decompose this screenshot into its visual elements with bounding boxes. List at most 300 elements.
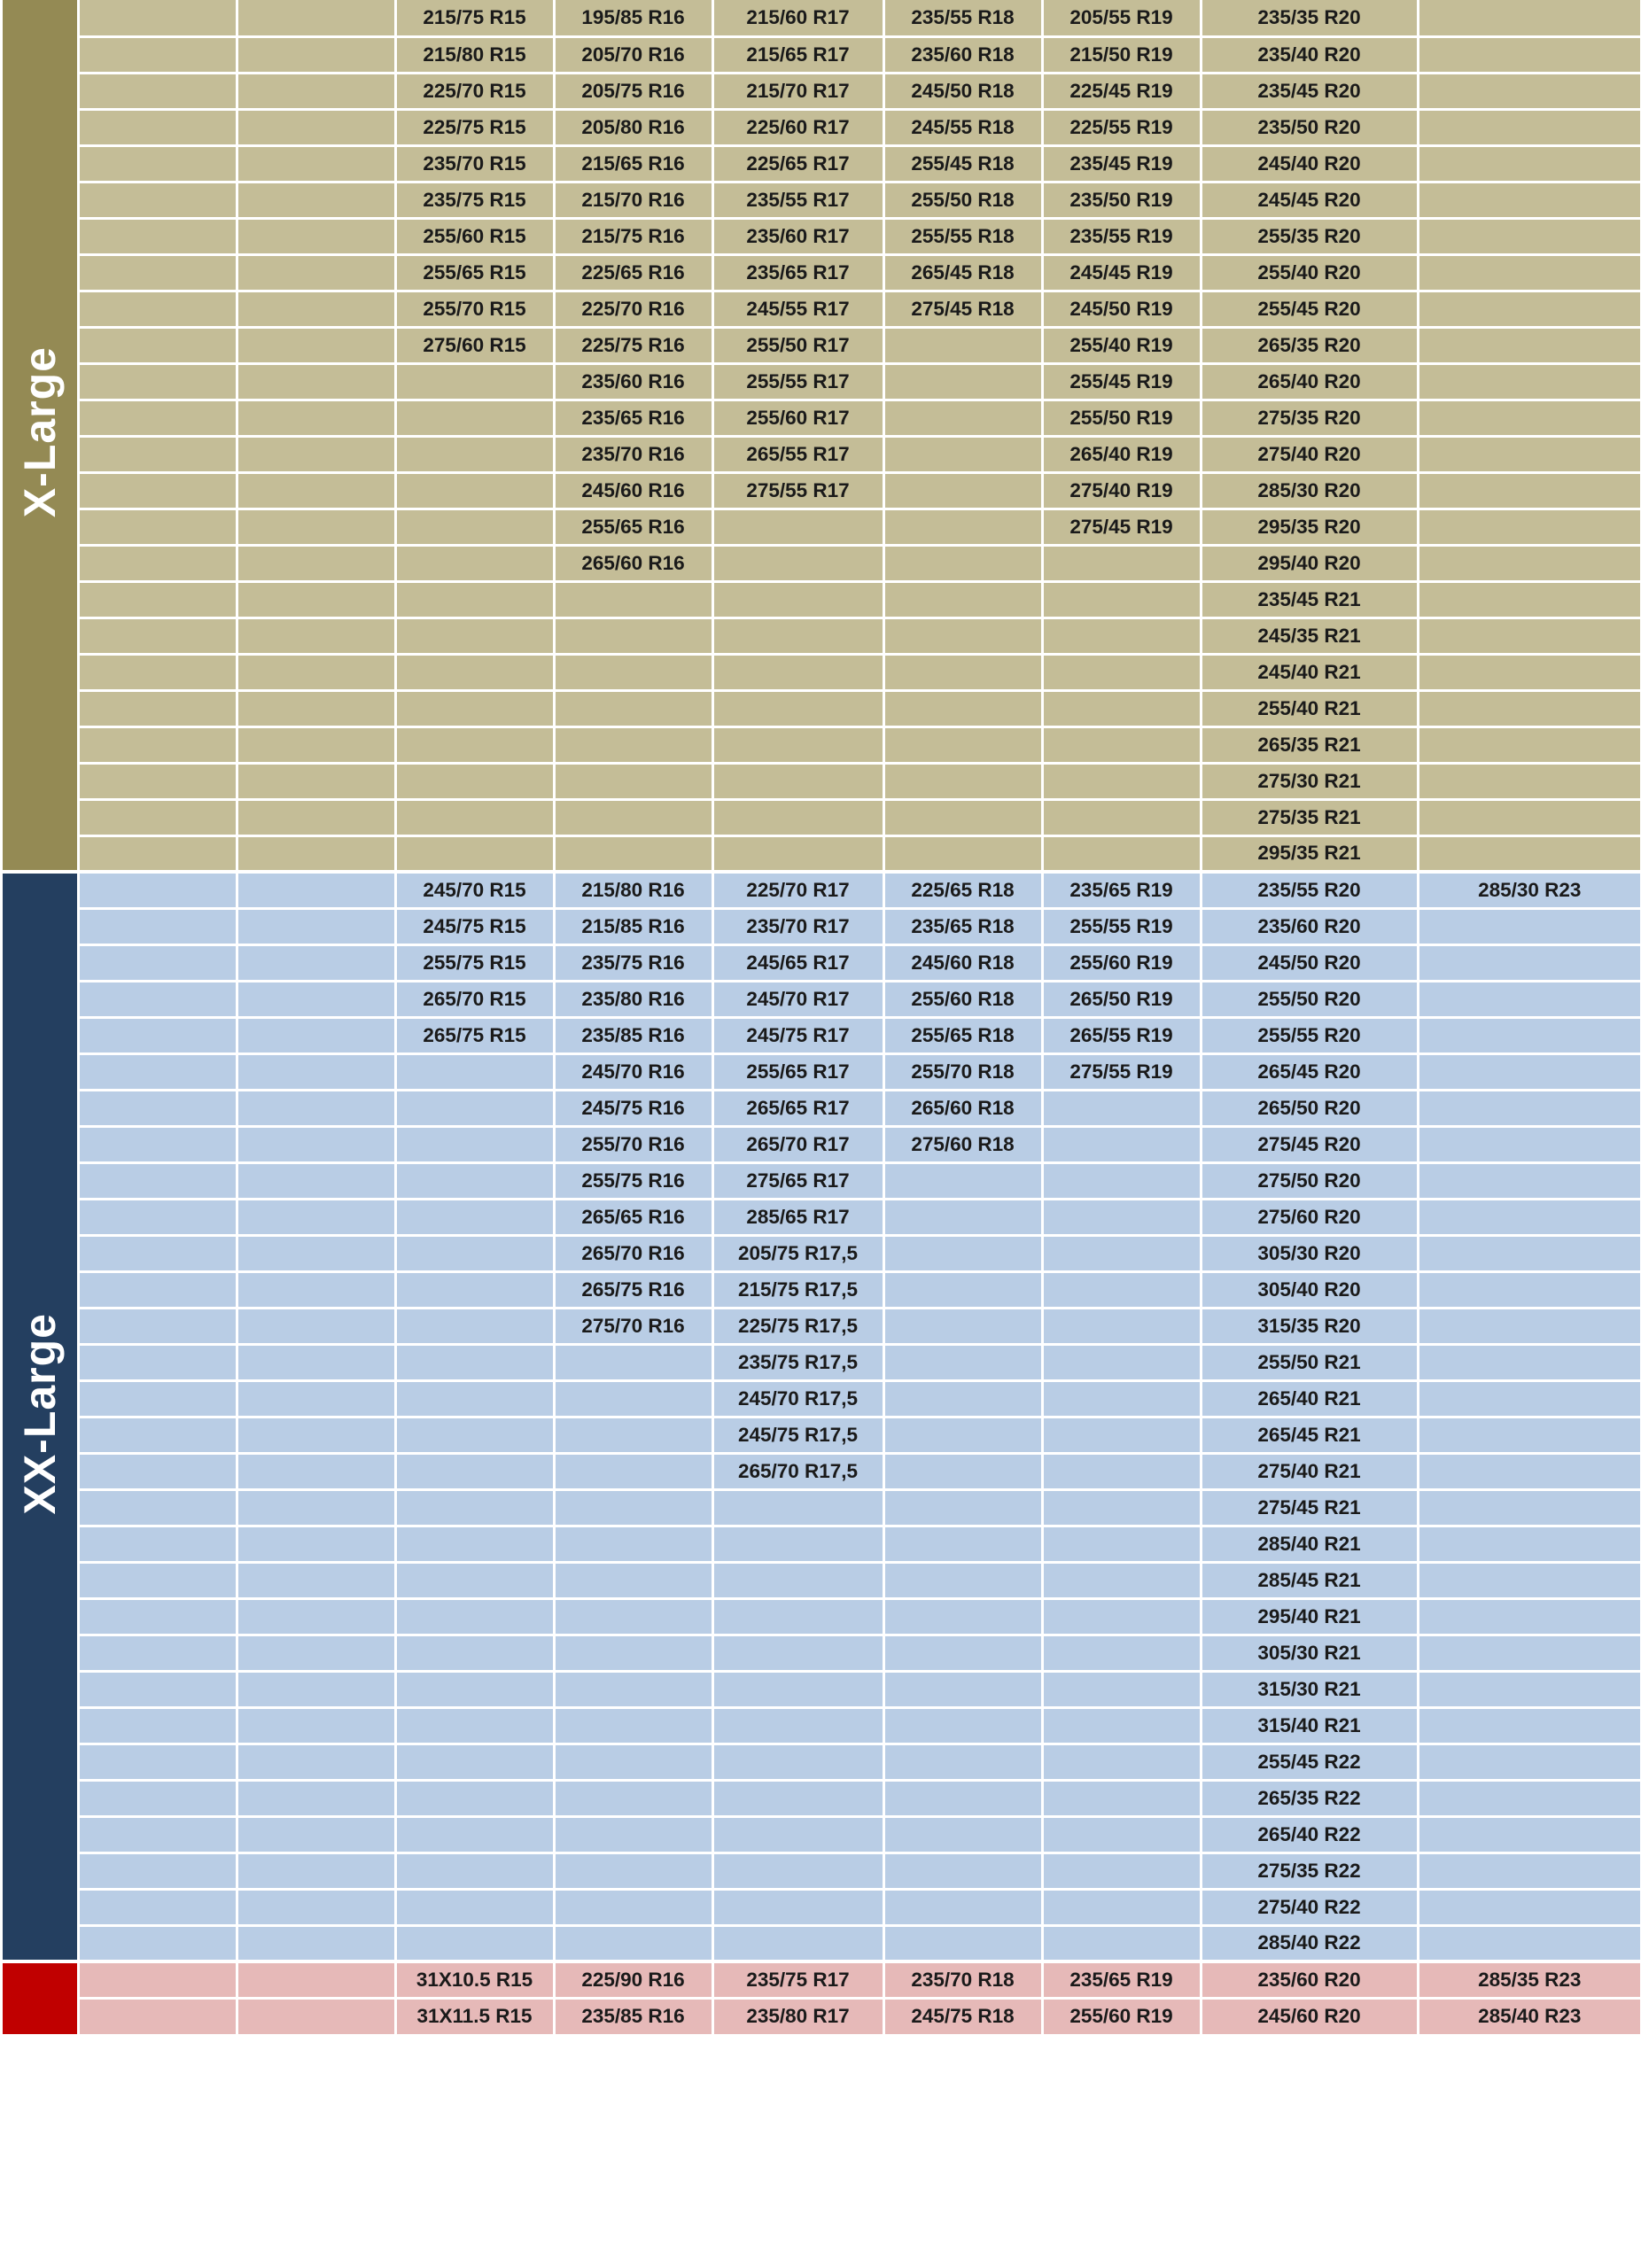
tire-size-cell [554,1852,712,1889]
tire-size-cell: 235/60 R17 [712,218,883,254]
tire-size-cell: 245/75 R15 [395,908,554,944]
tire-size-cell [237,1816,395,1852]
tire-size-cell [395,1744,554,1780]
tire-size-cell: 235/70 R15 [395,145,554,182]
tire-size-cell: 255/45 R18 [883,145,1042,182]
tire-size-cell [395,363,554,400]
tire-size-cell [712,1526,883,1562]
tire-size-cell [237,581,395,617]
tire-size-cell: 225/90 R16 [554,1961,712,1998]
size-group-title: X-Large [14,346,65,518]
tire-size-cell [395,1271,554,1308]
tire-size-cell [78,1453,237,1489]
tire-size-cell [237,1453,395,1489]
tire-size-cell [395,509,554,545]
tire-size-cell [395,1562,554,1598]
table-row [3,436,1640,472]
tire-size-cell [554,726,712,763]
tire-size-cell [1418,1199,1640,1235]
tire-size-cell: 215/65 R17 [712,36,883,73]
tire-size-cell: 255/45 R19 [1042,363,1201,400]
tire-size-cell [1418,1053,1640,1090]
tire-size-cell: 235/65 R19 [1042,872,1201,908]
tire-size-cell [78,472,237,509]
tire-size-cell [78,436,237,472]
tire-size-cell [1418,654,1640,690]
tire-size-cell: 255/55 R17 [712,363,883,400]
tire-size-cell [395,1889,554,1925]
tire-size-cell [237,1744,395,1780]
tire-size-cell: 215/60 R17 [712,0,883,36]
tire-size-cell: 235/65 R17 [712,254,883,291]
tire-size-cell [78,1271,237,1308]
tire-size-cell [883,1562,1042,1598]
tire-size-cell [395,1526,554,1562]
tire-size-cell [78,363,237,400]
tire-size-cell [1042,1235,1201,1271]
tire-size-cell: 235/35 R20 [1201,0,1418,36]
tire-size-cell [1042,1780,1201,1816]
tire-size-cell [1418,218,1640,254]
tire-size-cell: 285/40 R23 [1418,1998,1640,2034]
tire-size-cell [395,1707,554,1744]
tire-size-cell: 255/50 R21 [1201,1344,1418,1380]
tire-size-cell [78,1961,237,1998]
table-row [3,763,1640,799]
tire-size-cell [395,581,554,617]
tire-size-cell: 255/65 R17 [712,1053,883,1090]
tire-size-cell [883,1453,1042,1489]
tire-size-cell: 225/65 R17 [712,145,883,182]
tire-size-cell [1418,1090,1640,1126]
tire-size-cell [554,1598,712,1635]
tire-size-cell [1042,1598,1201,1635]
tire-size-cell [1042,1308,1201,1344]
tire-size-cell: 265/60 R16 [554,545,712,581]
tire-size-cell [1418,436,1640,472]
tire-size-cell: 235/75 R17 [712,1961,883,1998]
table-row [3,472,1640,509]
tire-size-cell: 195/85 R16 [554,0,712,36]
tire-size-cell [237,908,395,944]
tire-size-cell [712,581,883,617]
tire-size-cell [883,763,1042,799]
table-row [3,363,1640,400]
tire-size-cell [554,1925,712,1961]
tire-size-cell: 315/30 R21 [1201,1671,1418,1707]
tire-size-cell: 215/65 R16 [554,145,712,182]
tire-size-cell: 235/80 R17 [712,1998,883,2034]
tire-size-cell: 255/55 R20 [1201,1017,1418,1053]
tire-size-cell [1042,1344,1201,1380]
tire-size-cell: 275/45 R18 [883,291,1042,327]
tire-size-cell [883,1308,1042,1344]
table-row [3,1380,1640,1417]
tire-size-cell: 225/70 R17 [712,872,883,908]
tire-size-cell [1042,545,1201,581]
table-row [3,254,1640,291]
table-row [3,182,1640,218]
tire-size-cell: 255/60 R15 [395,218,554,254]
tire-size-cell [78,1925,237,1961]
tire-size-cell: 255/55 R19 [1042,908,1201,944]
tire-size-cell [395,472,554,509]
tire-size-cell [395,835,554,872]
tire-size-cell: 255/70 R18 [883,1053,1042,1090]
tire-size-cell [1418,1925,1640,1961]
tire-size-cell: 215/75 R15 [395,0,554,36]
tire-size-cell [237,182,395,218]
tire-size-cell [78,944,237,981]
table-row [3,799,1640,835]
tire-size-cell [1418,1889,1640,1925]
tire-size-cell: 215/80 R15 [395,36,554,73]
table-row [3,981,1640,1017]
table-row [3,1090,1640,1126]
tire-size-cell: 275/70 R16 [554,1308,712,1344]
tire-size-cell: 255/65 R16 [554,509,712,545]
table-row [3,835,1640,872]
tire-size-cell [237,1199,395,1235]
tire-size-cell [78,1235,237,1271]
tire-size-cell [395,1489,554,1526]
tire-size-cell [78,1635,237,1671]
table-row [3,1526,1640,1562]
tire-size-cell: 215/70 R16 [554,182,712,218]
tire-size-cell [237,1271,395,1308]
tire-size-cell [1042,799,1201,835]
tire-size-cell [237,1562,395,1598]
tire-size-cell [1042,1635,1201,1671]
tire-size-cell [554,1816,712,1852]
tire-size-cell: 305/40 R20 [1201,1271,1418,1308]
tire-size-cell: 215/50 R19 [1042,36,1201,73]
tire-size-cell: 235/65 R18 [883,908,1042,944]
tire-size-cell [237,1126,395,1162]
tire-size-cell [712,1489,883,1526]
tire-size-cell [237,799,395,835]
tire-size-cell [395,436,554,472]
tire-size-cell: 235/70 R17 [712,908,883,944]
tire-size-cell: 225/75 R15 [395,109,554,145]
tire-size-cell [1418,763,1640,799]
tire-size-cell: 285/65 R17 [712,1199,883,1235]
tire-size-cell: 275/40 R22 [1201,1889,1418,1925]
tire-size-cell [883,1344,1042,1380]
table-row [3,1271,1640,1308]
tire-size-cell [883,581,1042,617]
tire-size-cell: 235/70 R18 [883,1961,1042,1998]
tire-size-cell: 285/30 R20 [1201,472,1418,509]
tire-size-cell: 245/60 R20 [1201,1998,1418,2034]
tire-size-cell: 265/70 R16 [554,1235,712,1271]
tire-size-cell [78,1489,237,1526]
tire-size-cell: 255/40 R19 [1042,327,1201,363]
tire-size-cell: 255/60 R17 [712,400,883,436]
tire-size-cell [237,1235,395,1271]
tire-size-cell: 31X11.5 R15 [395,1998,554,2034]
tire-size-cell: 285/30 R23 [1418,872,1640,908]
tire-size-cell [1418,291,1640,327]
tire-size-cell: 255/60 R19 [1042,1998,1201,2034]
tire-size-cell [554,1489,712,1526]
tire-size-cell: 235/55 R17 [712,182,883,218]
tire-size-cell: 225/65 R18 [883,872,1042,908]
tire-size-cell [78,36,237,73]
tire-size-cell [237,218,395,254]
tire-size-cell [1418,182,1640,218]
tire-size-cell [554,1453,712,1489]
table-row [3,1017,1640,1053]
tire-size-cell [78,545,237,581]
tire-size-cell [1042,1707,1201,1744]
tire-size-cell: 245/65 R17 [712,944,883,981]
tire-size-cell: 255/55 R18 [883,218,1042,254]
tire-size-cell [395,654,554,690]
tire-size-cell [883,617,1042,654]
table-row [3,36,1640,73]
tire-size-cell [78,73,237,109]
tire-size-cell [395,1417,554,1453]
tire-size-cell: 255/50 R20 [1201,981,1418,1017]
tire-size-cell [78,1562,237,1598]
tire-size-cell: 255/50 R18 [883,182,1042,218]
tire-size-cell [395,1126,554,1162]
tire-size-cell [712,1852,883,1889]
tire-size-cell [1418,690,1640,726]
tire-size-cell [78,690,237,726]
tire-size-cell: 235/65 R19 [1042,1961,1201,1998]
tire-size-cell [78,327,237,363]
table-row [3,1998,1640,2034]
tire-size-cell [78,182,237,218]
tire-size-cell [1418,1744,1640,1780]
tire-size-cell [1042,1816,1201,1852]
tire-size-cell [237,617,395,654]
tire-size-cell [237,1852,395,1889]
tire-size-cell [395,1308,554,1344]
tire-size-cell [1418,327,1640,363]
tire-size-cell [78,1162,237,1199]
tire-size-cell [1042,1126,1201,1162]
tire-size-cell: 265/65 R16 [554,1199,712,1235]
tire-size-cell [237,944,395,981]
tire-size-cell [1042,690,1201,726]
tire-size-cell [1418,1235,1640,1271]
tire-size-cell: 245/75 R18 [883,1998,1042,2034]
table-row [3,1925,1640,1961]
tire-size-cell: 235/50 R19 [1042,182,1201,218]
tire-size-cell [237,981,395,1017]
tire-size-cell: 255/65 R15 [395,254,554,291]
tire-size-cell [237,327,395,363]
tire-size-cell [395,763,554,799]
table-row [3,545,1640,581]
tire-size-cell [883,690,1042,726]
tire-size-cell: 215/70 R17 [712,73,883,109]
tire-size-cell [1042,1526,1201,1562]
table-row [3,581,1640,617]
tire-size-cell: 245/60 R16 [554,472,712,509]
tire-size-cell: 265/35 R22 [1201,1780,1418,1816]
tire-size-cell [1042,835,1201,872]
table-row [3,1562,1640,1598]
tire-size-cell [554,1744,712,1780]
table-row [3,1235,1640,1271]
tire-size-cell [78,509,237,545]
tire-size-cell [1418,726,1640,763]
size-group-title: XX-Large [14,1313,65,1515]
tire-size-cell [883,799,1042,835]
tire-size-cell [1418,1671,1640,1707]
tire-size-cell [883,1417,1042,1453]
tire-size-cell [78,581,237,617]
table-row [3,1308,1640,1344]
table-row [3,1453,1640,1489]
tire-size-cell: 285/45 R21 [1201,1562,1418,1598]
tire-size-cell: 235/45 R19 [1042,145,1201,182]
tire-size-cell [1418,1780,1640,1816]
tire-size-cell [78,1780,237,1816]
tire-size-cell [237,1526,395,1562]
tire-size-cell [78,1598,237,1635]
tire-size-cell: 275/50 R20 [1201,1162,1418,1199]
tire-size-cell [237,509,395,545]
tire-size-cell [237,73,395,109]
tire-size-cell [883,400,1042,436]
tire-size-cell [1042,1380,1201,1417]
tire-size-cell [78,799,237,835]
tire-size-cell: 245/50 R18 [883,73,1042,109]
tire-size-cell: 265/50 R19 [1042,981,1201,1017]
tire-size-cell [1042,1271,1201,1308]
tire-size-cell: 235/60 R20 [1201,1961,1418,1998]
tire-size-cell [237,1489,395,1526]
tire-size-cell [1042,1562,1201,1598]
tire-size-cell [1042,1489,1201,1526]
tire-size-cell: 235/60 R16 [554,363,712,400]
tire-size-cell: 275/45 R20 [1201,1126,1418,1162]
tire-size-cell: 235/55 R19 [1042,218,1201,254]
tire-size-cell: 235/85 R16 [554,1017,712,1053]
tire-size-cell [1418,36,1640,73]
tire-size-cell: 205/75 R17,5 [712,1235,883,1271]
tire-size-cell: 245/60 R18 [883,944,1042,981]
tire-size-cell [237,835,395,872]
tire-size-cell: 295/35 R21 [1201,835,1418,872]
tire-size-cell: 255/40 R20 [1201,254,1418,291]
tire-size-cell: 225/75 R16 [554,327,712,363]
tire-size-cell: 265/35 R21 [1201,726,1418,763]
tire-size-cell [395,1925,554,1961]
tire-size-cell: 265/45 R18 [883,254,1042,291]
tire-size-cell: 235/85 R16 [554,1998,712,2034]
tire-size-cell [883,509,1042,545]
tire-size-cell: 235/60 R18 [883,36,1042,73]
tire-size-cell [395,690,554,726]
tire-size-cell [1418,1852,1640,1889]
tire-size-cell: 235/40 R20 [1201,36,1418,73]
tire-size-cell [712,835,883,872]
tire-size-cell: 255/65 R18 [883,1017,1042,1053]
tire-size-cell [1042,1162,1201,1199]
tire-size-cell [1418,1017,1640,1053]
tire-size-cell [395,400,554,436]
tire-size-cell: 275/60 R18 [883,1126,1042,1162]
tire-size-cell [712,509,883,545]
tire-size-cell [1418,73,1640,109]
tire-size-cell [1418,1635,1640,1671]
table-row [3,145,1640,182]
tire-size-cell [712,1780,883,1816]
tire-size-cell: 225/55 R19 [1042,109,1201,145]
tire-size-cell [883,654,1042,690]
tire-size-cell [1418,109,1640,145]
tire-size-cell [1418,509,1640,545]
tire-size-cell [1042,1671,1201,1707]
tire-size-cell: 31X10.5 R15 [395,1961,554,1998]
tire-size-cell: 275/35 R20 [1201,400,1418,436]
table-row [3,1707,1640,1744]
tire-size-cell [78,1998,237,2034]
tire-size-cell [554,763,712,799]
tire-size-cell [237,1889,395,1925]
table-row [3,109,1640,145]
tire-size-cell [395,1598,554,1635]
table-row [3,291,1640,327]
tire-size-cell [237,1344,395,1380]
tire-size-cell [712,617,883,654]
tire-size-cell [237,872,395,908]
tire-size-cell: 275/65 R17 [712,1162,883,1199]
tire-size-cell [883,1271,1042,1308]
tire-size-cell: 265/60 R18 [883,1090,1042,1126]
tire-size-cell: 245/75 R16 [554,1090,712,1126]
tire-size-cell [554,1526,712,1562]
table-row [3,617,1640,654]
tire-size-cell [1418,1417,1640,1453]
tire-size-cell: 295/40 R20 [1201,545,1418,581]
tire-size-cell [554,1344,712,1380]
tire-size-cell [78,908,237,944]
tire-size-cell: 215/75 R16 [554,218,712,254]
tire-size-cell: 275/45 R19 [1042,509,1201,545]
tire-size-cell: 315/35 R20 [1201,1308,1418,1344]
tire-size-cell [554,1707,712,1744]
tire-size-cell [883,1235,1042,1271]
tire-size-cell [237,1707,395,1744]
table-row [3,1162,1640,1199]
tire-size-cell [237,690,395,726]
tire-size-cell: 225/60 R17 [712,109,883,145]
table-row [3,726,1640,763]
tire-size-cell [712,1925,883,1961]
tire-size-cell [1042,1744,1201,1780]
table-row [3,1780,1640,1816]
tire-size-cell [78,654,237,690]
tire-size-cell [78,1308,237,1344]
tire-size-cell [1418,1344,1640,1380]
tire-size-cell: 255/50 R19 [1042,400,1201,436]
table-row [3,1744,1640,1780]
tire-size-cell [395,1053,554,1090]
tire-size-cell [554,1780,712,1816]
tire-size-table [3,0,1640,2034]
tire-size-cell [237,726,395,763]
tire-size-cell: 235/65 R16 [554,400,712,436]
tire-size-cell [395,1380,554,1417]
tire-size-cell [78,254,237,291]
